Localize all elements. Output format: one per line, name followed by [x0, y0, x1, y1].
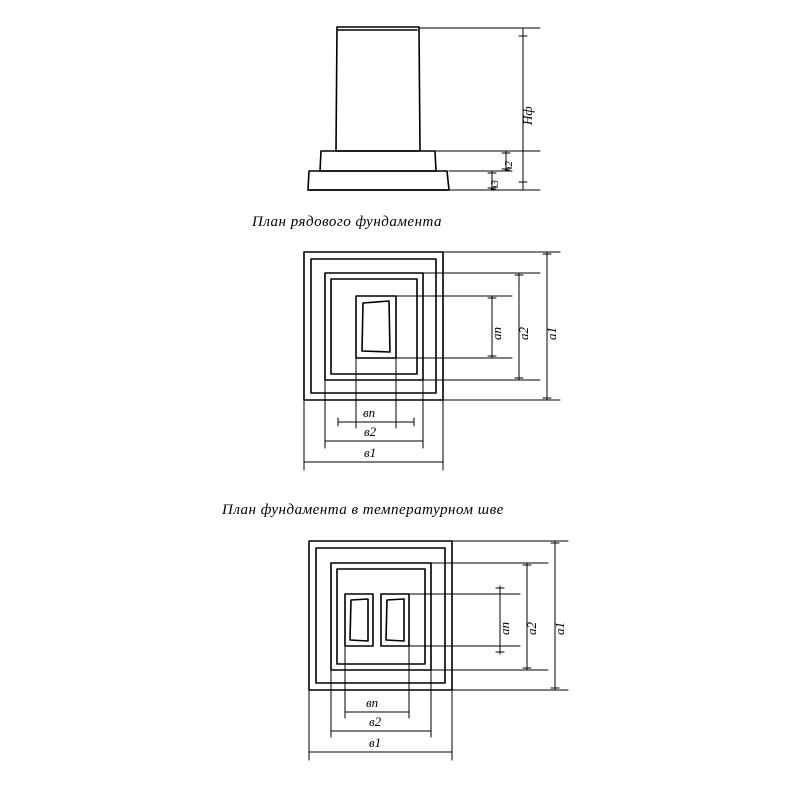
- dimlabel-elevation-Hf: Нф: [520, 106, 535, 125]
- dimlabel-plan-joint-an: ап: [497, 622, 512, 635]
- dimlabel-plan-row-b1: в1: [364, 445, 377, 460]
- plan-joint-dimensions: [309, 541, 568, 760]
- caption-plan-joint: План фундамента в температурном шве: [222, 502, 504, 518]
- dimlabel-plan-row-bn: вп: [363, 405, 376, 420]
- dimlabel-elevation-h3: h3: [489, 180, 501, 191]
- plan-row-dimensions: [304, 252, 560, 470]
- plan-row-foundation: [304, 252, 443, 400]
- plan-joint-foundation: [309, 541, 452, 690]
- dimlabel-plan-row-an: ап: [489, 327, 504, 340]
- dimlabel-plan-row-b2: в2: [364, 424, 377, 439]
- dimlabel-plan-joint-bn: вп: [366, 695, 379, 710]
- dimlabel-plan-joint-b2: в2: [369, 714, 382, 729]
- caption-plan-row: План рядового фундамента: [252, 214, 443, 230]
- dimlabel-elevation-h2: h2: [503, 161, 515, 172]
- dimlabel-plan-joint-a2: а2: [524, 622, 539, 635]
- elevation-view: [308, 27, 449, 190]
- dimlabel-plan-row-a1: а1: [544, 327, 559, 340]
- dimlabel-plan-joint-b1: в1: [369, 735, 382, 750]
- dimlabel-plan-joint-a1: а1: [552, 622, 567, 635]
- dimlabel-plan-row-a2: а2: [516, 327, 531, 340]
